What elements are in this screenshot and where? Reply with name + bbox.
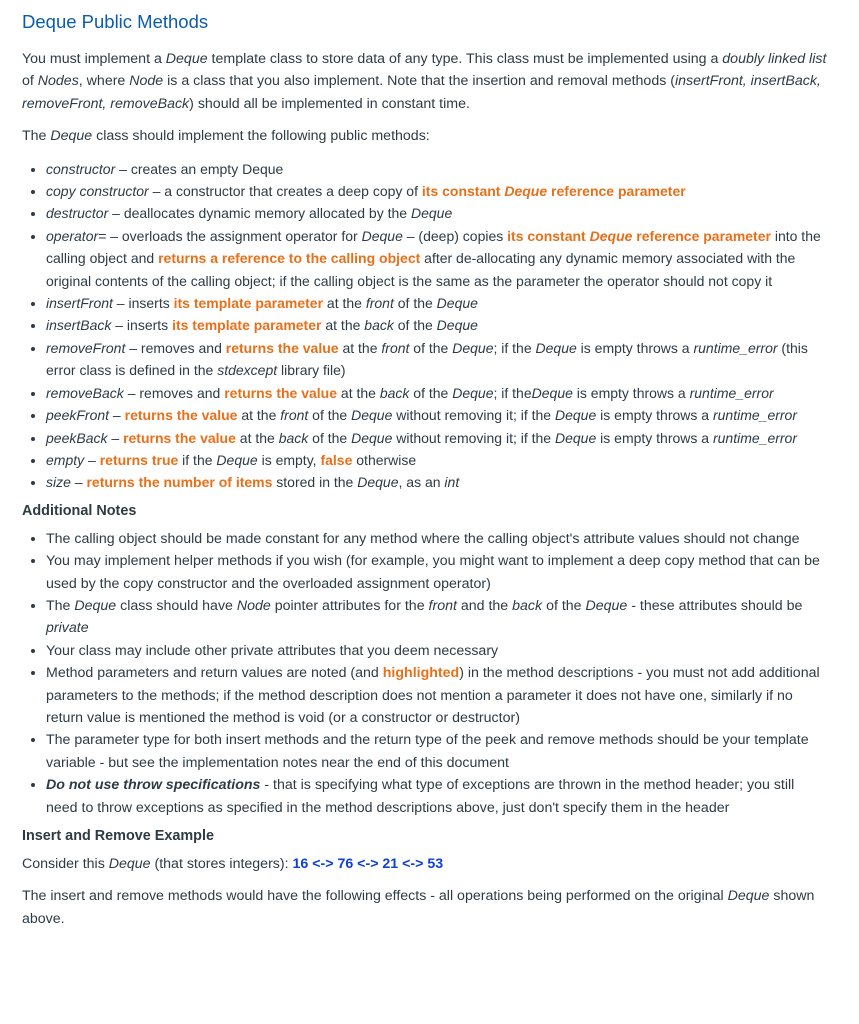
page-title: Deque Public Methods	[22, 11, 209, 32]
intro-paragraph: You must implement a Deque template class to store data of any type. This class must be implemented using a doubly linked list of Nodes, where Node is a class that you also implement. Note that the insertion and removal methods (insertFront, insertBack, removeFront, removeBack) should all be implemented in constant time.	[22, 51, 827, 112]
list-item: • The Deque class should have Node pointer attributes for the front and the back of the Deque - these attributes should be private	[46, 595, 829, 640]
list-item: • The calling object should be made constant for any method where the calling object's attribute values should not change	[46, 528, 829, 550]
list-item: • Do not use throw specifications - that is specifying what type of exceptions are thrown in the method header; you still need to throw exceptions as specified in the method descriptions above, just don't specify them in the header	[46, 774, 829, 819]
example-effects-paragraph: The insert and remove methods would have the following effects - all operations being performed on the original Deque shown above.	[22, 888, 815, 927]
list-item: • empty – returns true if the Deque is empty, false otherwise	[46, 449, 829, 471]
additional-notes-heading: Additional Notes	[22, 502, 137, 519]
list-item: • destructor – deallocates dynamic memory allocated by the Deque	[46, 202, 829, 224]
example-paragraph: Consider this Deque (that stores integers): 16 <-> 76 <-> 21 <-> 53	[22, 856, 444, 872]
list-item: • operator= – overloads the assignment operator for Deque – (deep) copies its constant Deque reference parameter into the calling object and returns a reference to the calling object after de-allocating any dynamic memory associated with the original contents of the calling object; if the calling object is the same as the parameter the operator should not copy it	[46, 225, 829, 292]
deque-values: 16 <-> 76 <-> 21 <-> 53	[292, 856, 444, 872]
list-item: • Method parameters and return values are noted (and highlighted) in the method descriptions - you must not add additional parameters to the methods; if the method description does not mention a parameter it does not have one, similarly if no return value is mentioned the method is void (or a constructor or destructor)	[46, 662, 829, 729]
list-item: • copy constructor – a constructor that creates a deep copy of its constant Deque reference parameter	[46, 180, 829, 202]
additional-notes-list	[22, 528, 829, 819]
example-heading: Insert and Remove Example	[22, 828, 214, 844]
list-item: • The parameter type for both insert methods and the return type of the peek and remove methods should be your template variable - but see the implementation notes near the end of this document	[46, 729, 829, 774]
list-item: • insertBack – inserts its template parameter at the back of the Deque	[46, 314, 829, 336]
list-item: • size – returns the number of items stored in the Deque, as an int	[46, 471, 829, 493]
list-item: • Your class may include other private attributes that you deem necessary	[46, 640, 829, 662]
methods-list	[22, 158, 829, 494]
list-item: • You may implement helper methods if you wish (for example, you might want to implement a deep copy method that can be used by the copy constructor and the overloaded assignment operator)	[46, 550, 829, 595]
list-item: • peekFront – returns the value at the front of the Deque without removing it; if the Deque is empty throws a runtime_error	[46, 404, 829, 426]
list-item: • peekBack – returns the value at the back of the Deque without removing it; if the Deque is empty throws a runtime_error	[46, 427, 829, 449]
list-item: • insertFront – inserts its template parameter at the front of the Deque	[46, 292, 829, 314]
list-item: • removeBack – removes and returns the value at the back of the Deque; if theDeque is empty throws a runtime_error	[46, 382, 829, 404]
list-item: • removeFront – removes and returns the value at the front of the Deque; if the Deque is empty throws a runtime_error (this error class is defined in the stdexcept library file)	[46, 337, 829, 382]
list-item: • constructor – creates an empty Deque	[46, 158, 829, 180]
methods-intro: The Deque class should implement the following public methods:	[22, 128, 430, 145]
